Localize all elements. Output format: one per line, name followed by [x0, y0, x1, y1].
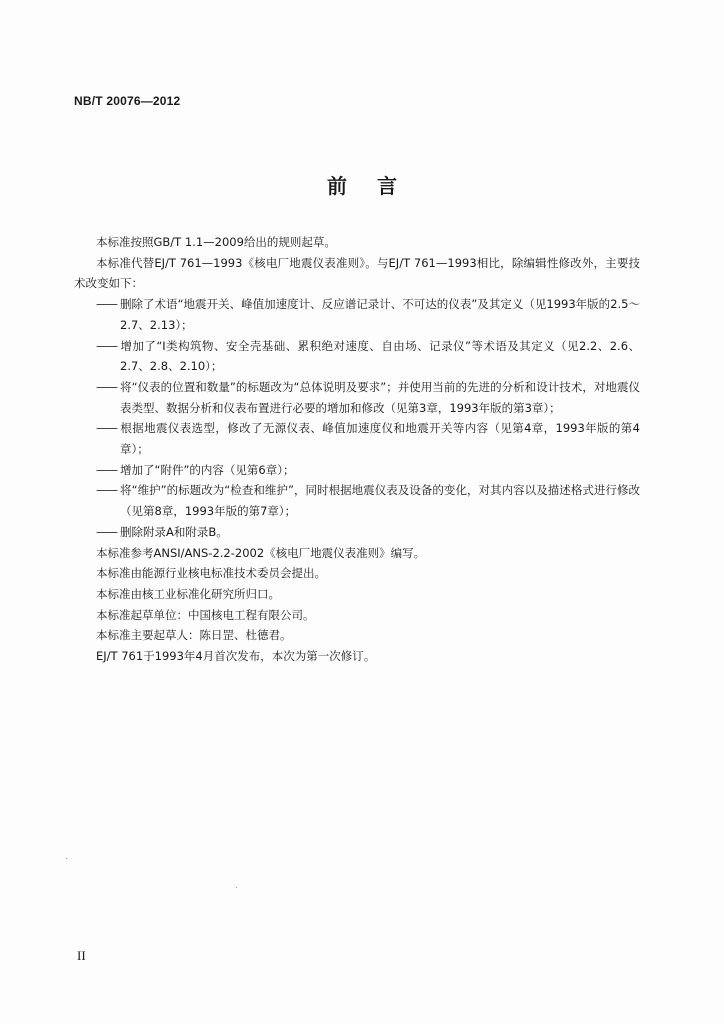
dash-marker: ——	[96, 524, 117, 539]
paragraph-history: EJ/T 761于1993年4月首次发布，本次为第一次修订。	[96, 649, 376, 664]
change-item-text: 增加了“I类构筑物、安全壳基础、累积绝对速度、自由场、记录仪”等术语及其定义（见2.2、2.6、2.7、2.8、2.10）；	[120, 338, 640, 374]
change-item	[74, 522, 640, 543]
page-title: 前言	[327, 174, 427, 198]
dash-marker: ——	[96, 483, 117, 498]
change-item-text: 删除附录A和附录B。	[120, 524, 228, 539]
dash-marker: ——	[96, 297, 117, 312]
scan-speck	[236, 887, 237, 888]
change-item	[74, 480, 640, 521]
paragraph-proposer: 本标准由能源行业核电标准技术委员会提出。	[96, 566, 326, 581]
change-item	[74, 460, 640, 481]
dash-marker: ——	[96, 338, 117, 353]
paragraph-drafting-unit: 本标准起草单位：中国核电工程有限公司。	[96, 607, 315, 622]
change-item	[74, 294, 640, 335]
document-code: NB/T 20076—2012	[74, 94, 181, 108]
paragraph-drafting-rules: 本标准按照GB/T 1.1—2009给出的规则起草。	[96, 235, 336, 249]
paragraph-drafters: 本标准主要起草人：陈日罡、杜德君。	[96, 628, 292, 643]
dash-marker: ——	[96, 421, 117, 436]
change-item	[74, 377, 640, 418]
change-item	[74, 418, 640, 459]
change-item-text: 删除了术语“地震开关、峰值加速度计、反应谱记录计、不可达的仪表”及其定义（见1993年版的2.5～2.7、2.13）；	[120, 297, 640, 332]
change-item-text: 根据地震仪表选型，修改了无源仪表、峰值加速度仪和地震开关等内容（见第4章，1993年版的第4章）；	[120, 421, 640, 457]
paragraph-replacement: 本标准代替EJ/T 761—1993《核电厂地震仪表准则》。与EJ/T 761—1993相比，除编辑性修改外，主要技术改变如下：	[74, 255, 640, 291]
change-item-text: 将“维护”的标题改为“检查和维护”，同时根据地震仪表及设备的变化，对其内容以及描述格式进行修改（见第8章，1993年版的第7章）；	[120, 483, 640, 519]
change-item-text: 将“仪表的位置和数量”的标题改为“总体说明及要求”；并使用当前的先进的分析和设计技术，对地震仪表类型、数据分析和仪表布置进行必要的增加和修改（见第3章，1993年版的第3章）；	[120, 379, 640, 415]
paragraph-centralized: 本标准由核工业标准化研究所归口。	[96, 586, 280, 601]
dash-marker: ——	[96, 379, 117, 394]
change-item-text: 增加了“附件”的内容（见第6章）；	[120, 462, 295, 477]
dash-marker: ——	[96, 462, 117, 477]
scan-speck	[66, 858, 67, 859]
paragraph-reference: 本标准参考ANSI/ANS-2.2-2002《核电厂地震仪表准则》编写。	[96, 545, 426, 560]
page-number: II	[77, 948, 86, 963]
foreword-body	[74, 232, 640, 667]
change-item	[74, 336, 640, 377]
